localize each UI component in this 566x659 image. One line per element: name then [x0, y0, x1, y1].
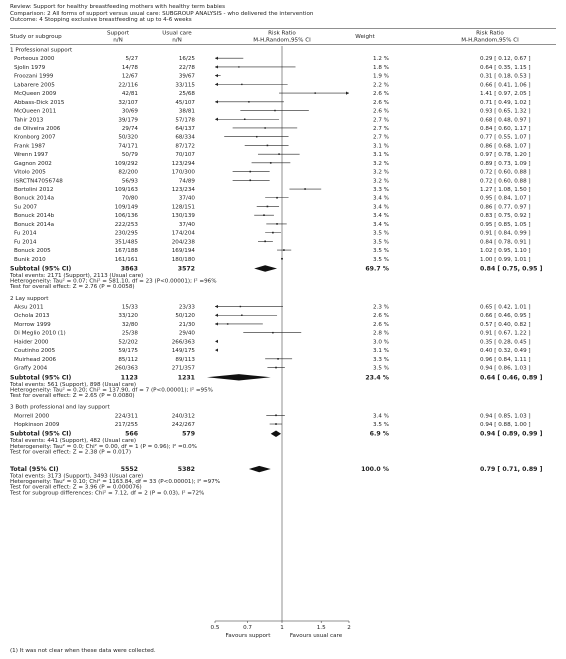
study-support-n: 109/292	[114, 160, 138, 167]
study-name: Ochola 2013	[14, 313, 50, 320]
study-weight: 2.2 %	[373, 82, 389, 89]
study-support-n: 260/363	[114, 365, 138, 372]
study-name: Frank 1987	[14, 143, 46, 150]
x-label-right: Favours usual care	[289, 633, 343, 639]
study-usual-n: 89/113	[175, 356, 195, 363]
study-weight: 2.6 %	[373, 313, 389, 320]
study-support-n: 29/74	[121, 125, 138, 132]
subtotal-weight: 23.4 %	[365, 374, 389, 382]
study-ci-text: 0.95 [ 0.85, 1.05 ]	[480, 221, 531, 228]
study-weight: 3.2 %	[373, 178, 389, 185]
study-name: Porteous 2000	[14, 56, 55, 63]
study-name: Vitolo 2005	[14, 169, 46, 176]
study-usual-n: 266/363	[171, 339, 195, 346]
study-usual-n: 180/180	[171, 256, 195, 263]
total-diamond	[249, 466, 271, 472]
subtotal-weight: 69.7 %	[365, 265, 389, 273]
study-point	[249, 171, 251, 173]
study-support-n: 59/175	[118, 348, 138, 355]
study-support-n: 22/116	[118, 82, 138, 89]
study-support-n: 161/161	[114, 256, 138, 263]
study-usual-n: 21/30	[178, 321, 195, 328]
study-usual-n: 33/115	[175, 82, 195, 89]
study-ci-text: 0.84 [ 0.78, 0.91 ]	[480, 239, 531, 246]
study-point	[272, 332, 274, 334]
study-ci-text: 0.91 [ 0.67, 1.22 ]	[480, 330, 531, 337]
subtotal-ci-text: 0.64 [ 0.46, 0.89 ]	[480, 374, 543, 382]
total-stat: Heterogeneity: Tau² = 0.10; Chi² = 1163.84, df = 33 (P<0.00001); I² =97%	[10, 479, 221, 486]
group-stat: Test for overall effect: Z = 2.76 (P = 0.0058)	[10, 284, 135, 291]
col-header-support-nn: n/N	[113, 37, 123, 44]
study-ci-text: 0.40 [ 0.32, 0.49 ]	[480, 348, 531, 355]
group-stat: Total events: 441 (Support), 482 (Usual care)	[10, 438, 137, 445]
subtotal-ci-text: 0.84 [ 0.75, 0.95 ]	[480, 265, 543, 273]
study-name: Gagnon 2002	[14, 160, 52, 167]
total-stat: Test for overall effect: Z = 3.96 (P = 0.000076)	[10, 484, 142, 491]
subtotal-support-n: 1123	[120, 374, 138, 382]
study-weight: 3.2 %	[373, 169, 389, 176]
subtotal-ci-text: 0.94 [ 0.89, 0.99 ]	[480, 430, 543, 438]
col-header-rr: Risk Ratio	[268, 30, 296, 37]
col-header-usual-nn: n/N	[172, 37, 182, 44]
study-support-n: 70/80	[121, 195, 138, 202]
subtotal-diamond	[254, 265, 277, 271]
study-ci-text: 0.95 [ 0.84, 1.07 ]	[480, 195, 531, 202]
study-weight: 3.4 %	[373, 213, 389, 220]
study-support-n: 109/149	[114, 204, 138, 211]
group-stat: Total events: 2171 (Support), 2113 (Usual care)	[10, 273, 144, 279]
subtotal-diamond	[271, 431, 281, 437]
study-weight: 2.6 %	[373, 99, 389, 106]
study-support-n: 351/485	[114, 239, 138, 246]
study-ci-text: 0.77 [ 0.55, 1.07 ]	[480, 134, 531, 141]
subtotal-usual-n: 579	[182, 430, 195, 438]
study-point	[276, 223, 278, 225]
col-header-rr-method: M-H,Random,95% CI	[253, 37, 311, 44]
study-weight: 3.2 %	[373, 160, 389, 167]
study-weight: 3.4 %	[373, 221, 389, 228]
study-weight: 3.4 %	[373, 413, 389, 420]
group-stat: Heterogeneity: Tau² = 0.20; Chi² = 137.90, df = 7 (P<0.00001); I² =95%	[10, 387, 213, 394]
footnote: (1) It was not clear when these data were collected.	[10, 648, 156, 654]
study-point	[264, 127, 265, 128]
study-usual-n: 39/67	[178, 73, 195, 80]
study-usual-n: 64/137	[175, 125, 195, 132]
study-usual-n: 23/33	[178, 304, 195, 311]
study-usual-n: 22/78	[178, 64, 195, 71]
study-usual-n: 25/68	[178, 91, 195, 98]
study-ci-text: 0.97 [ 0.78, 1.20 ]	[480, 152, 531, 159]
subtotal-label: Subtotal (95% CI)	[10, 430, 72, 438]
study-point	[244, 119, 245, 120]
study-name: Su 2007	[14, 204, 38, 211]
study-ci-text: 0.57 [ 0.40, 0.82 ]	[480, 321, 531, 328]
study-point	[256, 136, 257, 137]
ci-arrow-left	[215, 314, 218, 317]
study-usual-n: 38/81	[178, 108, 195, 115]
study-weight: 2.6 %	[373, 91, 389, 98]
study-ci-text: 1.02 [ 0.95, 1.10 ]	[480, 248, 531, 255]
col-header-study: Study or subgroup	[10, 34, 62, 40]
group-stat: Total events: 561 (Support), 898 (Usual care)	[10, 381, 137, 388]
study-weight: 3.5 %	[373, 239, 389, 246]
study-ci-text: 0.91 [ 0.84, 0.99 ]	[480, 230, 531, 237]
study-usual-n: 123/294	[171, 160, 195, 167]
study-ci-text: 0.83 [ 0.75, 0.92 ]	[480, 213, 531, 220]
study-support-n: 42/81	[121, 91, 138, 98]
study-support-n: 82/200	[118, 169, 138, 176]
study-ci-text: 0.96 [ 0.84, 1.11 ]	[480, 356, 531, 363]
study-usual-n: 45/107	[175, 99, 195, 106]
ci-arrow-left	[215, 74, 218, 77]
study-support-n: 222/253	[114, 221, 138, 228]
study-name: Muirhead 2006	[14, 356, 57, 363]
col-header-support: Support	[106, 30, 130, 37]
study-ci-text: 0.29 [ 0.12, 0.67 ]	[480, 56, 531, 63]
study-point	[277, 358, 279, 360]
col-header-usual: Usual care	[162, 30, 192, 37]
study-weight: 2.6 %	[373, 321, 389, 328]
study-support-n: 5/27	[125, 56, 138, 63]
total-stat: Total events: 3173 (Support), 3493 (Usual care)	[10, 473, 144, 480]
study-usual-n: 16/25	[178, 56, 195, 63]
x-tick-label: 1.5	[316, 625, 326, 631]
study-name: Bonuck 2005	[14, 248, 51, 255]
study-ci-text: 0.94 [ 0.86, 1.03 ]	[480, 365, 531, 372]
group-title: 2 Lay support	[10, 295, 49, 302]
study-usual-n: 169/194	[171, 248, 195, 255]
study-name: Di Meglio 2010 (1)	[14, 330, 66, 337]
study-name: McQueen 2011	[14, 108, 57, 115]
study-usual-n: 174/204	[171, 230, 195, 237]
study-point	[276, 197, 278, 199]
study-name: Bonuck 2014b	[14, 213, 55, 220]
study-support-n: 25/38	[121, 330, 138, 337]
study-name: Bunik 2010	[14, 256, 46, 263]
study-usual-n: 70/107	[175, 152, 195, 159]
total-weight: 100.0 %	[361, 466, 389, 474]
study-point	[283, 249, 285, 251]
study-ci-text: 0.84 [ 0.60, 1.17 ]	[480, 125, 531, 132]
study-usual-n: 128/151	[171, 204, 195, 211]
study-ci-text: 0.66 [ 0.41, 1.06 ]	[480, 82, 531, 89]
study-name: Graffy 2004	[14, 365, 48, 372]
study-support-n: 15/33	[121, 304, 138, 311]
study-weight: 3.5 %	[373, 230, 389, 237]
ci-arrow-left	[215, 349, 218, 352]
study-support-n: 50/79	[121, 152, 138, 159]
total-usual-n: 5382	[177, 466, 195, 474]
study-support-n: 167/188	[114, 248, 138, 255]
study-ci-text: 0.72 [ 0.60, 0.88 ]	[480, 178, 531, 185]
study-point	[274, 110, 275, 111]
study-support-n: 14/78	[121, 64, 138, 71]
study-weight: 3.4 %	[373, 204, 389, 211]
study-weight: 2.3 %	[373, 304, 389, 311]
ci-arrow-left	[215, 100, 218, 103]
study-point	[248, 101, 249, 102]
study-point	[267, 206, 269, 208]
study-point	[227, 323, 228, 324]
ci-arrow-left	[215, 322, 218, 325]
study-usual-n: 29/40	[178, 330, 195, 337]
study-support-n: 217/255	[114, 422, 138, 429]
study-ci-text: 1.00 [ 0.99, 1.01 ]	[480, 256, 531, 263]
total-ci-text: 0.79 [ 0.71, 0.89 ]	[480, 466, 543, 474]
ci-arrow-right	[346, 92, 349, 95]
study-point	[238, 66, 239, 67]
study-ci-text: 0.65 [ 0.42, 1.01 ]	[480, 304, 531, 311]
study-ci-text: 0.64 [ 0.35, 1.15 ]	[480, 64, 531, 71]
study-usual-n: 74/89	[178, 178, 195, 185]
study-weight: 3.3 %	[373, 356, 389, 363]
subtotal-support-n: 566	[125, 430, 138, 438]
study-weight: 2.8 %	[373, 330, 389, 337]
study-support-n: 224/311	[114, 413, 138, 420]
study-weight: 3.5 %	[373, 248, 389, 255]
group-stat: Heterogeneity: Tau² = 0.07; Chi² = 581.10, df = 23 (P<0.00001); I² =96%	[10, 278, 217, 285]
ci-arrow-left	[215, 57, 218, 60]
ci-arrow-left	[215, 83, 218, 86]
study-ci-text: 1.27 [ 1.08, 1.50 ]	[480, 187, 531, 194]
study-name: Fu 2014	[14, 239, 37, 246]
study-ci-text: 0.89 [ 0.73, 1.09 ]	[480, 160, 531, 167]
ci-arrow-left	[215, 65, 218, 68]
study-name: Haider 2000	[14, 339, 49, 346]
total-support-n: 5552	[120, 466, 138, 474]
study-name: Labarere 2005	[14, 82, 55, 89]
study-usual-n: 37/40	[178, 195, 195, 202]
study-weight: 3.1 %	[373, 348, 389, 355]
study-name: Bonuck 2014a	[14, 195, 55, 202]
study-ci-text: 1.41 [ 0.97, 2.05 ]	[480, 91, 531, 98]
study-ci-text: 0.93 [ 0.65, 1.32 ]	[480, 108, 531, 115]
study-name: Hopkinson 2009	[14, 422, 60, 429]
study-weight: 2.7 %	[373, 117, 389, 124]
study-usual-n: 37/40	[178, 221, 195, 228]
review-title: Review: Support for healthy breastfeeding mothers with healthy term babies	[10, 4, 225, 10]
outcome-title: Outcome: 4 Stopping exclusive breastfeeding at up to 4-6 weeks	[10, 17, 192, 23]
study-point	[240, 306, 241, 307]
study-weight: 2.6 %	[373, 108, 389, 115]
study-usual-n: 204/238	[171, 239, 195, 246]
study-name: Coutinho 2005	[14, 348, 56, 355]
subtotal-label: Subtotal (95% CI)	[10, 265, 72, 273]
study-support-n: 85/112	[118, 356, 138, 363]
study-ci-text: 0.66 [ 0.46, 0.95 ]	[480, 313, 531, 320]
col-header-rr2-method: M-H,Random,95% CI	[461, 37, 519, 44]
study-name: Fu 2014	[14, 230, 37, 237]
study-ci-text: 0.86 [ 0.77, 0.97 ]	[480, 204, 531, 211]
study-weight: 1.9 %	[373, 73, 389, 80]
study-ci-text: 0.94 [ 0.85, 1.03 ]	[480, 413, 531, 420]
study-name: Kronborg 2007	[14, 134, 56, 141]
study-support-n: 30/69	[121, 108, 138, 115]
total-label: Total (95% CI)	[10, 466, 59, 474]
study-usual-n: 87/172	[175, 143, 195, 150]
study-ci-text: 0.31 [ 0.18, 0.53 ]	[480, 73, 531, 80]
study-ci-text: 0.35 [ 0.28, 0.45 ]	[480, 339, 531, 346]
study-name: Tahir 2013	[14, 117, 44, 124]
group-title: 1 Professional support	[10, 47, 73, 54]
study-point	[249, 180, 251, 182]
study-ci-text: 0.72 [ 0.60, 0.88 ]	[480, 169, 531, 176]
study-ci-text: 0.94 [ 0.88, 1.00 ]	[480, 422, 531, 429]
col-header-rr2: Risk Ratio	[476, 30, 504, 37]
study-weight: 1.8 %	[373, 64, 389, 71]
study-point	[241, 315, 242, 316]
study-weight: 3.5 %	[373, 256, 389, 263]
study-support-n: 230/295	[114, 230, 138, 237]
study-name: de Oliveira 2006	[14, 125, 61, 132]
study-weight: 3.1 %	[373, 143, 389, 150]
col-header-weight: Weight	[355, 34, 375, 40]
study-point	[263, 214, 265, 216]
study-point	[278, 153, 280, 155]
study-name: McQueen 2009	[14, 91, 57, 98]
study-name: Morrell 2000	[14, 413, 50, 420]
study-point	[275, 367, 277, 369]
study-point	[314, 92, 315, 93]
ci-arrow-left	[215, 118, 218, 121]
study-point	[304, 188, 306, 190]
study-weight: 2.7 %	[373, 134, 389, 141]
study-name: Bonuck 2014a	[14, 221, 55, 228]
study-support-n: 106/136	[114, 213, 138, 220]
group-stat: Heterogeneity: Tau² = 0.0; Chi² = 0.00, df = 1 (P = 0.96); I² =0.0%	[10, 443, 197, 450]
study-point	[275, 414, 277, 416]
study-ci-text: 0.68 [ 0.48, 0.97 ]	[480, 117, 531, 124]
ci-arrow-left	[215, 340, 218, 343]
study-usual-n: 50/120	[175, 313, 195, 320]
x-label-left: Favours support	[225, 633, 271, 639]
study-usual-n: 123/234	[171, 187, 195, 194]
subtotal-weight: 6.9 %	[369, 430, 389, 438]
study-support-n: 32/80	[121, 321, 138, 328]
study-weight: 3.0 %	[373, 339, 389, 346]
study-name: ISRCTN47056748	[14, 178, 63, 185]
study-usual-n: 240/312	[171, 413, 195, 420]
group-stat: Test for overall effect: Z = 2.38 (P = 0.017)	[10, 449, 132, 456]
study-weight: 3.3 %	[373, 187, 389, 194]
study-support-n: 109/163	[114, 187, 138, 194]
subtotal-support-n: 3863	[120, 265, 138, 273]
x-tick-label: 2	[347, 625, 351, 631]
x-tick-label: 0.5	[210, 625, 220, 631]
study-support-n: 56/93	[121, 178, 138, 185]
x-tick-label: 1	[280, 625, 284, 631]
study-usual-n: 68/334	[175, 134, 195, 141]
study-support-n: 52/202	[118, 339, 138, 346]
study-usual-n: 271/357	[171, 365, 195, 372]
study-weight: 3.4 %	[373, 195, 389, 202]
study-support-n: 39/179	[118, 117, 138, 124]
study-name: Sjolin 1979	[14, 64, 46, 71]
subtotal-label: Subtotal (95% CI)	[10, 374, 72, 382]
comparison-title: Comparison: 2 All forms of support versus usual care: SUBGROUP ANALYSIS - who delivered the intervention	[10, 10, 314, 17]
study-point	[267, 145, 269, 147]
study-support-n: 33/120	[118, 313, 138, 320]
study-ci-text: 0.86 [ 0.68, 1.07 ]	[480, 143, 531, 150]
study-weight: 3.5 %	[373, 422, 389, 429]
study-name: Abbass-Dick 2015	[14, 99, 65, 106]
group-title: 3 Both professional and lay support	[10, 404, 110, 411]
study-weight: 1.2 %	[373, 56, 389, 63]
study-point	[275, 423, 277, 425]
total-stat: Test for subgroup differences: Chi² = 7.12, df = 2 (P = 0.03), I² =72%	[10, 490, 205, 497]
subtotal-usual-n: 1231	[177, 374, 195, 382]
study-support-n: 50/320	[118, 134, 138, 141]
study-point	[264, 241, 266, 243]
study-point	[270, 162, 272, 164]
study-support-n: 32/107	[118, 99, 138, 106]
study-name: Aksu 2011	[14, 304, 44, 311]
study-point	[241, 84, 242, 85]
x-tick-label: 0.7	[243, 625, 252, 631]
subtotal-diamond	[207, 374, 271, 380]
study-support-n: 74/171	[118, 143, 138, 150]
study-name: Morrow 1999	[14, 321, 51, 328]
group-stat: Test for overall effect: Z = 2.65 (P = 0.0080)	[10, 392, 135, 399]
study-support-n: 12/67	[121, 73, 138, 80]
study-name: Bortolini 2012	[14, 187, 54, 194]
study-weight: 3.1 %	[373, 152, 389, 159]
study-name: Froozani 1999	[14, 73, 54, 80]
study-usual-n: 170/300	[171, 169, 195, 176]
study-usual-n: 130/139	[171, 213, 195, 220]
subtotal-usual-n: 3572	[177, 265, 195, 273]
study-weight: 3.5 %	[373, 365, 389, 372]
study-usual-n: 149/175	[171, 348, 195, 355]
study-name: Wrenn 1997	[14, 152, 49, 159]
ci-arrow-left	[215, 305, 218, 308]
study-weight: 2.7 %	[373, 125, 389, 132]
study-usual-n: 242/267	[171, 422, 195, 429]
study-point	[272, 232, 274, 234]
study-ci-text: 0.71 [ 0.49, 1.02 ]	[480, 99, 531, 106]
study-usual-n: 57/178	[175, 117, 195, 124]
